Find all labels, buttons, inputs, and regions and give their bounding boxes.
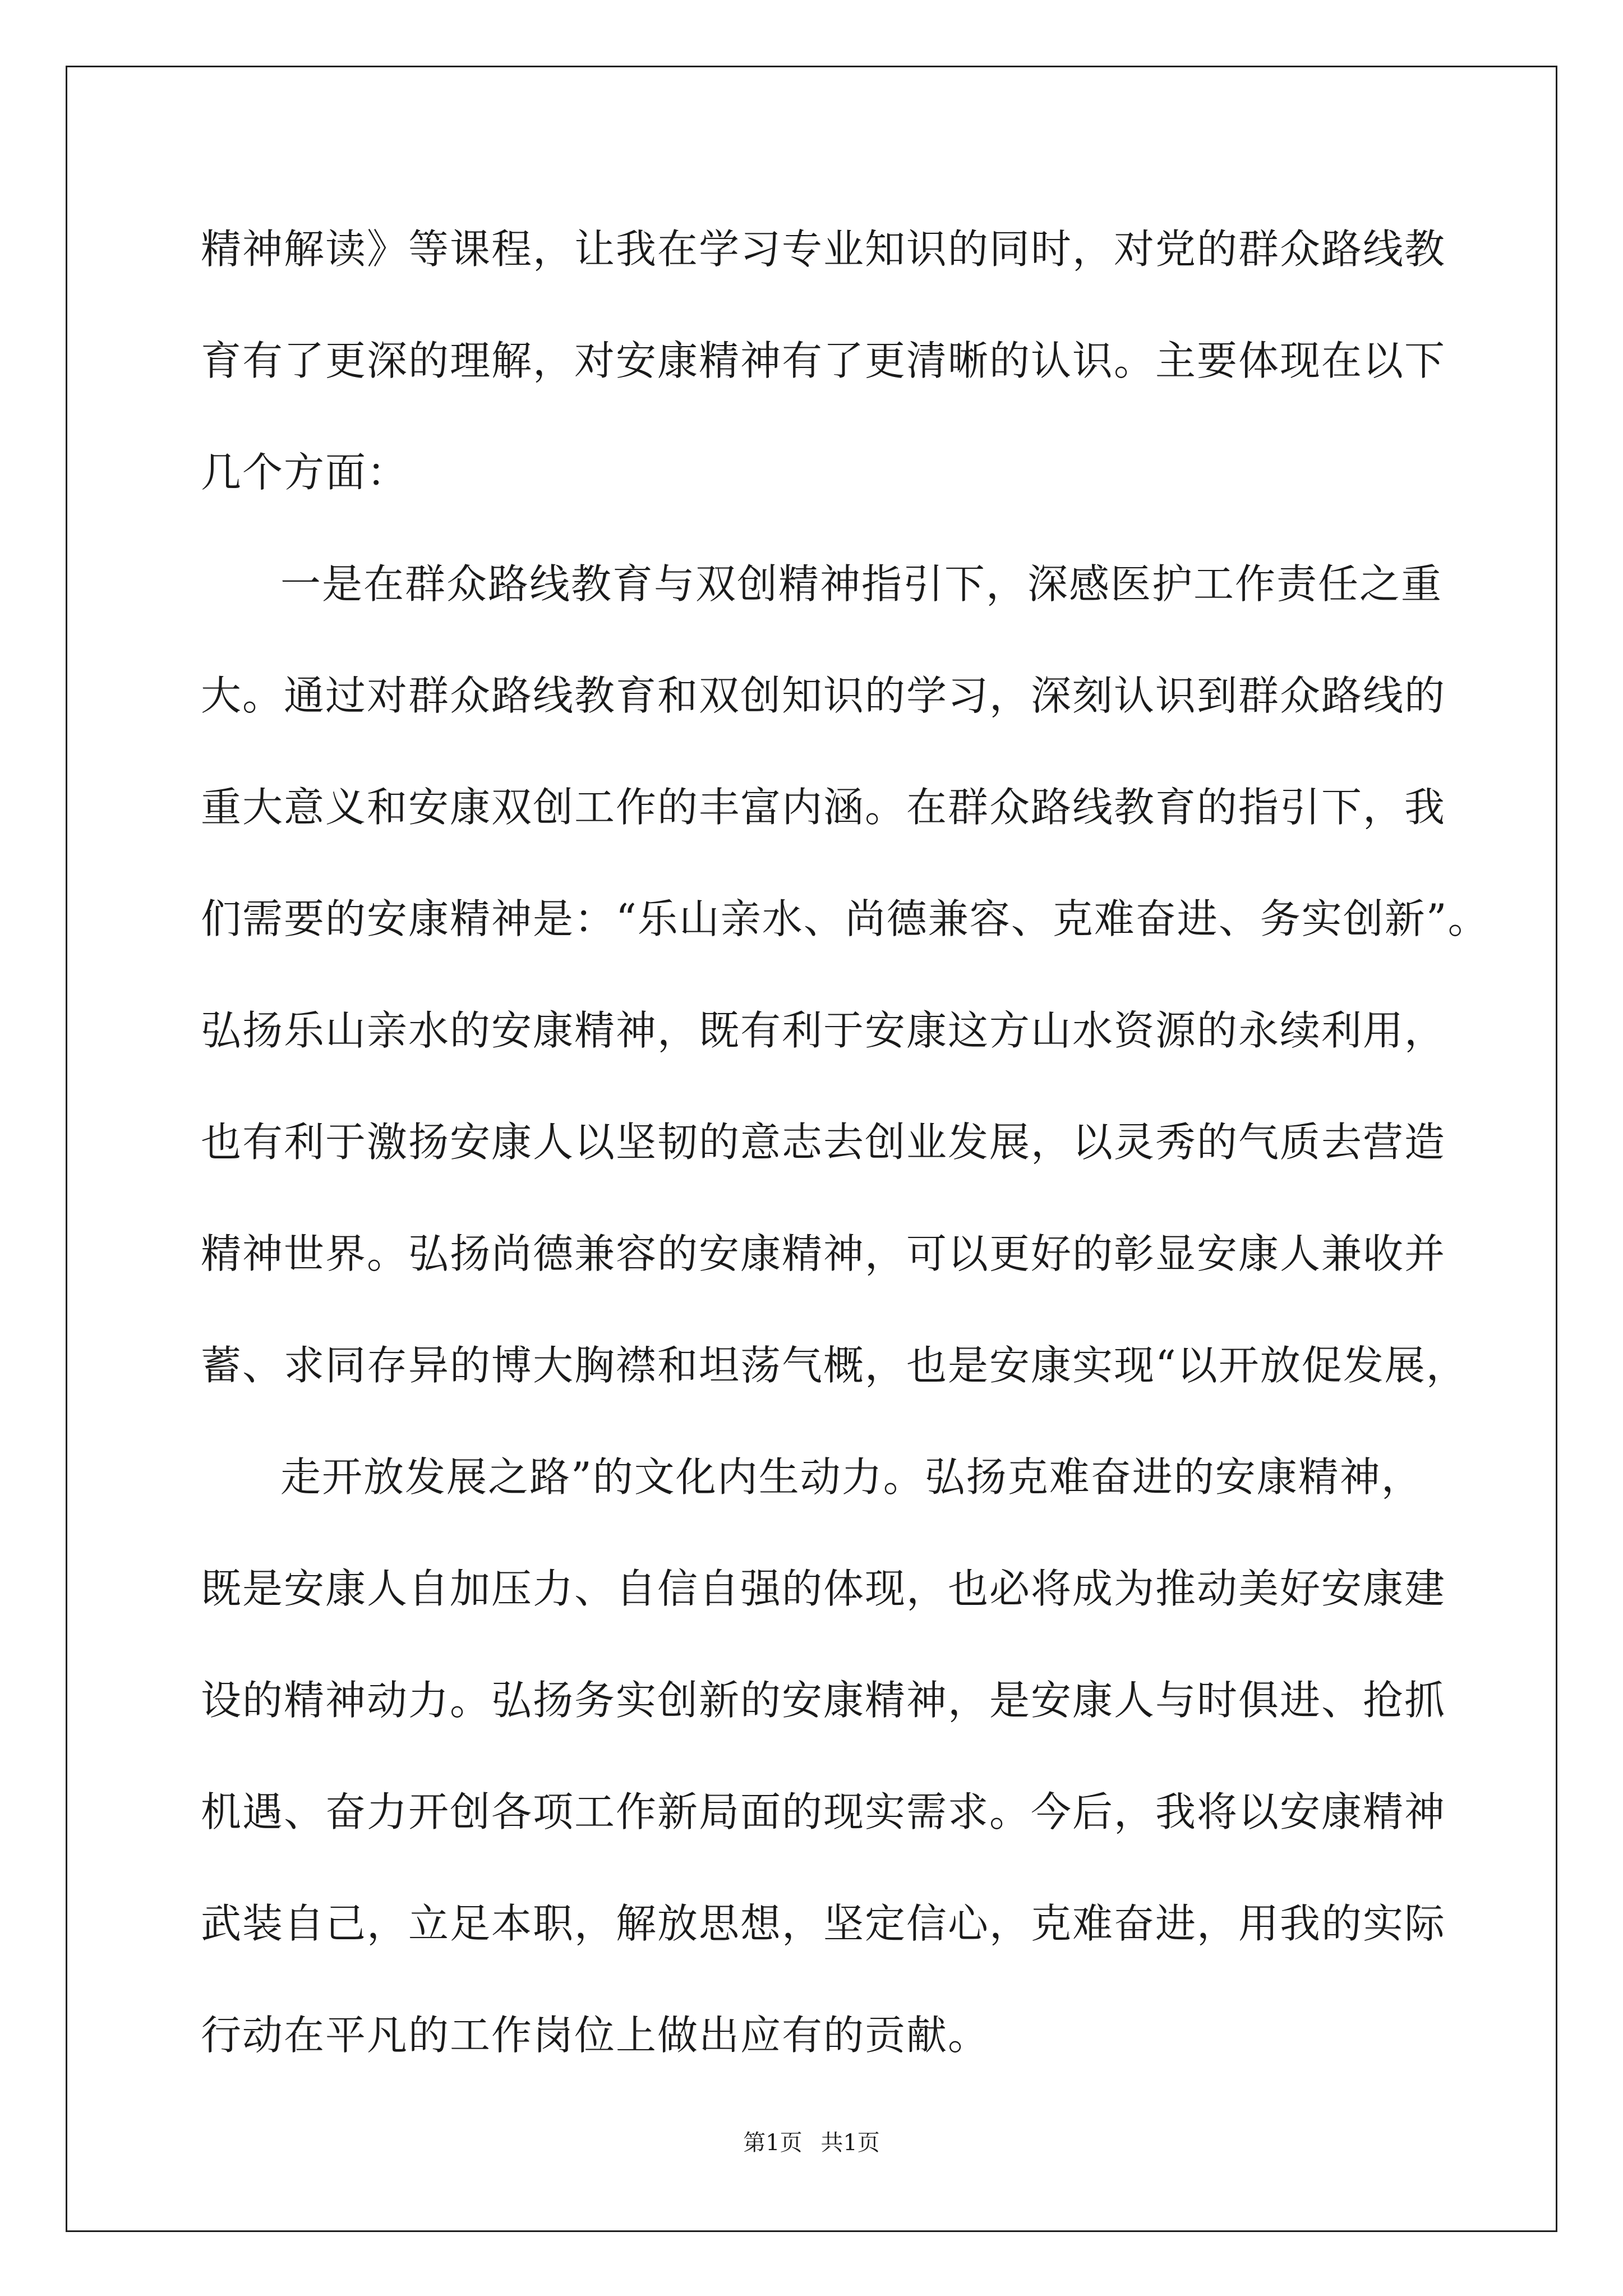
body-line-3: 几个方面： — [201, 449, 409, 496]
body-line-12: 走开放发展之路”的文化内生动力。弘扬克难奋进的安康精神， — [280, 1453, 1423, 1501]
body-line-2: 育有了更深的理解，对安康精神有了更清晰的认识。主要体现在以下 — [201, 337, 1446, 384]
body-line-7: 们需要的安康精神是：“乐山亲水、尚德兼容、克难奋进、务实创新”。 — [201, 895, 1490, 942]
body-line-15: 机遇、奋力开创各项工作新局面的现实需求。今后，我将以安康精神 — [201, 1788, 1446, 1835]
body-line-8: 弘扬乐山亲水的安康精神，既有利于安康这方山水资源的永续利用， — [201, 1007, 1446, 1054]
body-line-9: 也有利于激扬安康人以坚韧的意志去创业发展，以灵秀的气质去营造 — [201, 1119, 1446, 1166]
body-line-11: 蓄、求同存异的博大胸襟和坦荡气概，也是安康实现“以开放促发展， — [201, 1342, 1468, 1389]
page-number: 第1页 — [743, 2130, 803, 2156]
body-line-5: 大。通过对群众路线教育和双创知识的学习，深刻认识到群众路线的 — [201, 672, 1446, 719]
body-line-1: 精神解读》等课程，让我在学习专业知识的同时，对党的群众路线教 — [201, 226, 1446, 273]
body-line-13: 既是安康人自加压力、自信自强的体现，也必将成为推动美好安康建 — [201, 1565, 1446, 1612]
body-line-4: 一是在群众路线教育与双创精神指引下，深感医护工作责任之重 — [280, 560, 1443, 608]
page-footer — [0, 2132, 1623, 2154]
page-total: 共1页 — [820, 2130, 880, 2156]
body-line-14: 设的精神动力。弘扬务实创新的安康精神，是安康人与时俱进、抢抓 — [201, 1677, 1446, 1724]
body-line-16: 武装自己，立足本职，解放思想，坚定信心，克难奋进，用我的实际 — [201, 1900, 1446, 1947]
body-line-17: 行动在平凡的工作岗位上做出应有的贡献。 — [201, 2012, 990, 2059]
body-line-10: 精神世界。弘扬尚德兼容的安康精神，可以更好的彰显安康人兼收并 — [201, 1230, 1446, 1277]
body-line-6: 重大意义和安康双创工作的丰富内涵。在群众路线教育的指引下，我 — [201, 784, 1446, 831]
